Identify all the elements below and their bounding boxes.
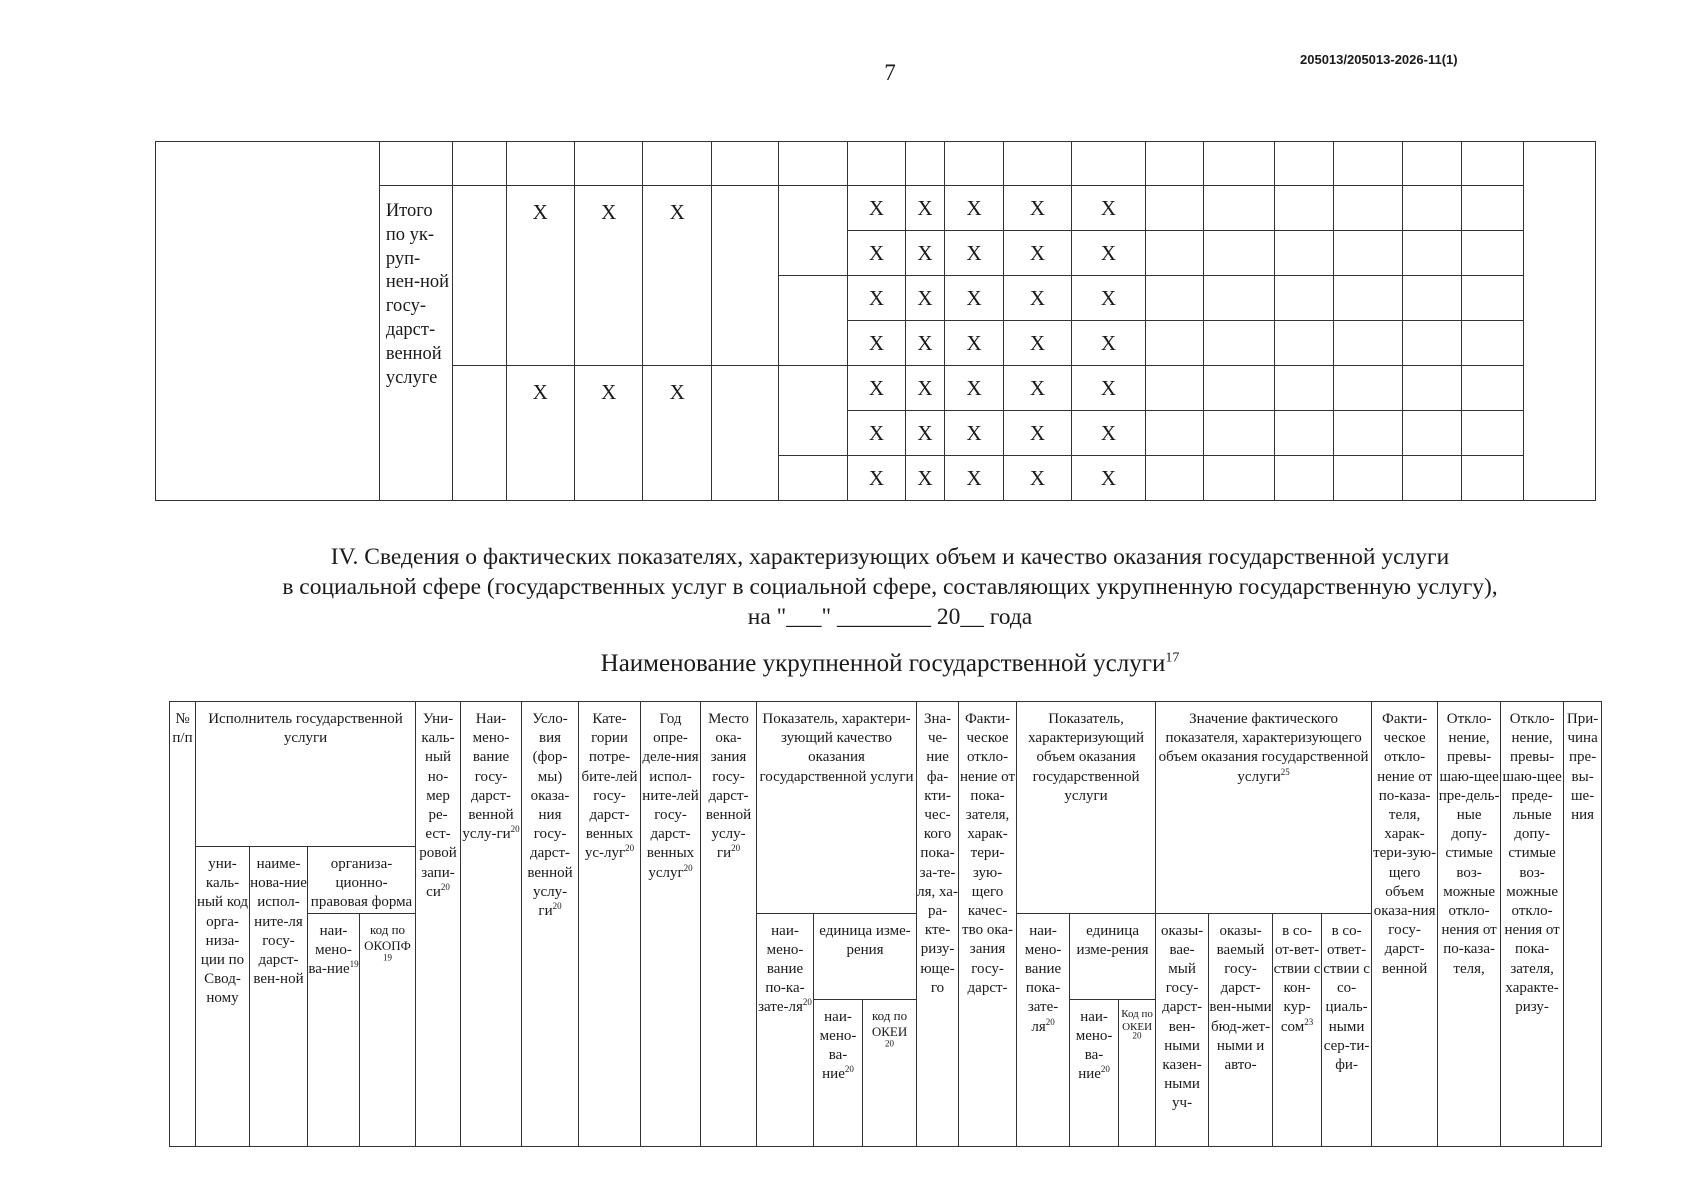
- cross-mark: X: [906, 186, 945, 231]
- header-vi-okei: Код по ОКЕИ $^{20}$: [1119, 999, 1156, 1146]
- cross-mark: X: [847, 231, 905, 276]
- header-qi-name: наи-мено-вание $по-ка-зате-ля^{20}$: [757, 913, 814, 1146]
- header-unique-code: уни-каль-ный код орга-низа-ции по Свод-ному: [196, 847, 250, 1147]
- table-cell: [1461, 231, 1523, 276]
- header-org-form-name: наи-мено-ва-ние$^{19}$: [308, 913, 360, 1146]
- table-cell: [779, 142, 847, 186]
- header-volume-indicator: Показатель, характеризующий объем оказания государственной услуги: [1017, 702, 1156, 914]
- cross-mark: X: [1004, 366, 1071, 411]
- table-cell: [1334, 186, 1402, 231]
- table-cell: [1274, 411, 1333, 456]
- header-qi-okei: код по ОКЕИ $^{20}$: [863, 999, 917, 1146]
- table-cell: [1204, 456, 1275, 501]
- header-qi-unit: единица изме-рения: [814, 913, 917, 999]
- header-reason: При-чина пре-вы-ше-ния: [1564, 702, 1602, 1147]
- table-cell: [1146, 186, 1204, 231]
- section-title-line: на "___" ________ 20__ года: [747, 604, 1033, 630]
- table-cell: [1204, 276, 1275, 321]
- table-cell: [643, 142, 711, 186]
- cross-mark: X: [1071, 456, 1146, 501]
- table-cell: [1402, 142, 1461, 186]
- cross-mark: X: [906, 411, 945, 456]
- table-cell: [1274, 276, 1333, 321]
- table-cell: [1146, 142, 1204, 186]
- cross-mark: X: [906, 276, 945, 321]
- cross-mark: X: [1004, 456, 1071, 501]
- cross-mark: X: [1004, 321, 1071, 366]
- header-org-form: организа-ционно-правовая форма: [308, 847, 416, 914]
- header-okopf: код по ОКОПФ $^{19}$: [360, 913, 416, 1146]
- header-actual-volume: Значение фактического показателя, характеризующего объем оказания государственной услуги$^{25}$: [1156, 702, 1372, 914]
- cross-mark: X: [1071, 231, 1146, 276]
- table-cell: [1204, 321, 1275, 366]
- table-cell: [1274, 321, 1333, 366]
- table-cell: [1461, 186, 1523, 231]
- table-cell: [1274, 142, 1333, 186]
- header-year: Год опре-деле-ния испол-ните-лей госу-дарст-венных услуг$^{20}$: [641, 702, 701, 1147]
- table-cell: [1146, 321, 1204, 366]
- table-cell: [1402, 186, 1461, 231]
- cross-mark: X: [1071, 276, 1146, 321]
- cross-mark: X: [847, 411, 905, 456]
- table-cell: [1274, 456, 1333, 501]
- cross-mark: X: [944, 411, 1003, 456]
- table-cell: [1334, 276, 1402, 321]
- table-cell: [453, 142, 506, 186]
- header-place: Место ока-зания госу-дарст-венной услу-$ги^{20}$: [701, 702, 757, 1147]
- cross-mark: X: [906, 231, 945, 276]
- table-cell: [1146, 366, 1204, 411]
- table-cell: [711, 366, 778, 501]
- cross-mark: X: [944, 456, 1003, 501]
- table-cell: [1204, 411, 1275, 456]
- cross-mark: X: [506, 366, 574, 501]
- table-cell: [506, 142, 574, 186]
- header-actual-quality: Зна-че-ние фа-кти-чес-кого пока-за-те-ля, ха-ра-кте-ризу-юще-го: [917, 702, 959, 1147]
- table-cell: [1274, 186, 1333, 231]
- table-cell: [711, 142, 778, 186]
- table-cell: [1334, 456, 1402, 501]
- cross-mark: X: [944, 186, 1003, 231]
- table-cell: [1402, 321, 1461, 366]
- table-cell: [1204, 231, 1275, 276]
- table-cell: [779, 186, 847, 276]
- table-cell: [1146, 411, 1204, 456]
- cross-mark: X: [847, 321, 905, 366]
- table-cell: [575, 142, 643, 186]
- table-cell: [1461, 142, 1523, 186]
- empty-cell: [156, 142, 380, 501]
- header-av-cert: в со-ответ-ствии с со-циаль-ными сер-ти-фи-: [1322, 913, 1372, 1146]
- cross-mark: X: [906, 321, 945, 366]
- table-cell: [1146, 231, 1204, 276]
- table-cell: [1146, 276, 1204, 321]
- header-registry-num: Уни-каль-ный но-мер ре-ест-ровой запи-$си^{20}$: [416, 702, 461, 1147]
- table-cell: [1274, 231, 1333, 276]
- table-cell: [779, 276, 847, 366]
- cross-mark: X: [1004, 186, 1071, 231]
- cross-mark: X: [575, 366, 643, 501]
- cross-mark: X: [847, 366, 905, 411]
- header-service-name: Наи-мено-вание госу-дарст-венной услу-$ги^{20}$: [461, 702, 522, 1147]
- table-cell: [1334, 321, 1402, 366]
- table-cell: [1274, 366, 1333, 411]
- cross-mark: X: [1004, 411, 1071, 456]
- table-cell: [1461, 321, 1523, 366]
- header-exceed-1: Откло-нение, превы-шаю-щее пре-дель-ные допу-стимые воз-можные откло-нения от по-каза-теля,: [1438, 702, 1501, 1147]
- header-quality-indicator: Показатель, характери-зующий качество оказания государственной услуги: [757, 702, 917, 914]
- footnote-ref: 17: [1165, 650, 1180, 666]
- table-cell: [1402, 411, 1461, 456]
- header-categories: Кате-гории потре-бите-лей госу-дарст-венных ус-луг$^{20}$: [579, 702, 641, 1147]
- cross-mark: X: [1004, 276, 1071, 321]
- cross-mark: X: [847, 186, 905, 231]
- table-cell: [453, 366, 506, 501]
- cross-mark: X: [1071, 186, 1146, 231]
- summary-table: [155, 141, 1596, 501]
- table-cell: [711, 186, 778, 366]
- cross-mark: X: [906, 456, 945, 501]
- header-av-budget: оказы-ваемый госу-дарст-вен-ными бюд-жет-ными и авто-: [1209, 913, 1273, 1146]
- cross-mark: X: [506, 186, 574, 366]
- table-cell: [1204, 142, 1275, 186]
- table-cell: [1071, 142, 1146, 186]
- table-cell: [1004, 142, 1071, 186]
- cross-mark: X: [847, 456, 905, 501]
- page-number: 7: [884, 60, 896, 85]
- cross-mark: X: [847, 276, 905, 321]
- header-qi-unit-name: наи-мено-ва-ние$^{20}$: [814, 999, 863, 1146]
- table-cell: [1334, 366, 1402, 411]
- table-cell: [1461, 276, 1523, 321]
- header-av-state: оказы-вае-мый госу-дарст-вен-ными казен-ными уч-: [1156, 913, 1209, 1146]
- cross-mark: X: [643, 186, 711, 366]
- cross-mark: X: [575, 186, 643, 366]
- cross-mark: X: [944, 321, 1003, 366]
- table-cell: [1334, 231, 1402, 276]
- table-cell: [1204, 186, 1275, 231]
- section-title-line: IV. Сведения о фактических показателях, характеризующих объем и качество оказания государственной услуги: [330, 544, 1450, 570]
- empty-cell: [379, 142, 453, 186]
- table-cell: [1402, 231, 1461, 276]
- service-name-label: Наименование укрупненной государственной услуги$^{17}$: [600, 650, 1180, 677]
- table-cell: [1204, 366, 1275, 411]
- table-cell: [1334, 411, 1402, 456]
- table-cell: [1461, 366, 1523, 411]
- table-cell: [453, 186, 506, 366]
- header-vi-unit-name: наи-мено-ва-ние$^{20}$: [1070, 999, 1119, 1146]
- table-cell: [1461, 411, 1523, 456]
- cross-mark: X: [1004, 231, 1071, 276]
- cross-mark: X: [643, 366, 711, 501]
- table-cell: [1146, 456, 1204, 501]
- table-cell: [779, 366, 847, 456]
- header-vi-name: наи-мено-вание пока-$зате-ля^{20}$: [1017, 913, 1070, 1146]
- table-cell: [779, 456, 847, 501]
- cross-mark: X: [1071, 366, 1146, 411]
- table-cell: [906, 142, 945, 186]
- table-cell: [1402, 456, 1461, 501]
- indicators-header-table: [169, 701, 1602, 1147]
- header-actual-deviation: Факти-ческое откло-нение от пока-зателя, харак-тери-зую-щего качес-тво ока-зания госу-дарст-: [959, 702, 1017, 1147]
- cross-mark: X: [944, 231, 1003, 276]
- header-num: № п/п: [170, 702, 196, 1147]
- cross-mark: X: [906, 366, 945, 411]
- header-volume-deviation: Факти-ческое откло-нение от по-каза-теля, харак-тери-зую-щего объем оказа-ния госу-дарст-венной: [1372, 702, 1438, 1147]
- table-cell: [1461, 456, 1523, 501]
- cross-mark: X: [1071, 411, 1146, 456]
- document-code: 205013/205013-2026-11(1): [1300, 52, 1458, 67]
- cross-mark: X: [944, 276, 1003, 321]
- header-exceed-2: Откло-нение, превы-шаю-щее преде-льные допу-стимые воз-можные откло-нения от пока-зателя, характе-ризу-: [1501, 702, 1564, 1147]
- section-title: [0, 542, 1691, 632]
- cross-mark: X: [944, 366, 1003, 411]
- header-executor-name: наиме-нова-ние испол-ните-ля госу-дарст-вен-ной: [250, 847, 308, 1147]
- table-cell: [1334, 142, 1402, 186]
- total-label: Итого по ук-руп-нен-ной госу-дарст-венной услуге: [379, 186, 453, 501]
- table-cell: [1402, 366, 1461, 411]
- table-cell: [1402, 276, 1461, 321]
- header-vi-unit: единица изме-рения: [1070, 913, 1156, 999]
- header-av-contest: в со-от-вет-ствии с кон-кур-сом$^{23}$: [1273, 913, 1322, 1146]
- header-conditions: Усло-вия (фор-мы) оказа-ния госу-дарст-венной услу-$ги^{20}$: [522, 702, 579, 1147]
- table-cell: [944, 142, 1003, 186]
- table-cell: [1524, 142, 1596, 501]
- section-title-line: в социальной сфере (государственных услуг в социальной сфере, составляющих укрупненную государственную услугу),: [282, 574, 1498, 600]
- table-cell: [847, 142, 905, 186]
- cross-mark: X: [1071, 321, 1146, 366]
- header-executor: Исполнитель государственной услуги: [196, 702, 416, 847]
